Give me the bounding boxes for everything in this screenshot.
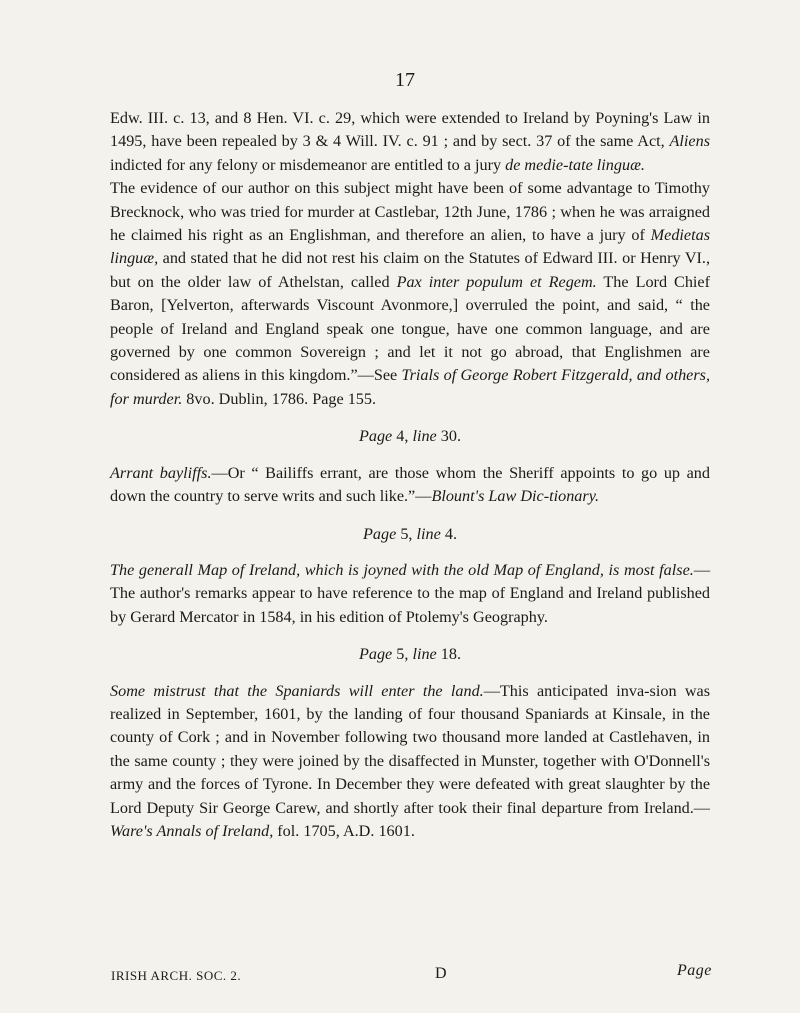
signature-mark: IRISH ARCH. SOC. 2.: [111, 968, 242, 983]
paragraph: [110, 462, 710, 509]
section-heading: [110, 523, 710, 546]
italic-run: line: [412, 427, 437, 446]
text-run: indicted for any felony or misdemeanor are entitled to a jury: [110, 155, 506, 174]
sheet-letter: D: [435, 965, 448, 982]
italic-run: Arrant bayliffs.: [110, 463, 212, 482]
text-run: 4.: [440, 524, 457, 543]
page-number: 17: [395, 69, 415, 91]
text-run: —Or “ Bailiffs errant, are those whom the Sheriff appoints to go up and down the country to serve writs and such like.”—: [110, 463, 710, 506]
text-run: —This anticipated inva-sion was realized in September, 1601, by the landing of four thousand Spaniards at Kinsale, in the county of Cork ; and in November following two thousand more landed at Castlehaven, in the same county ; they were joined by the disaffected in Munster, together with O'Donnell's army and the forces of Tyrone. In December they were defeated with great slaughter by the Lord Deputy Sir George Carew, and shortly after took their final departure from Ireland.—: [110, 681, 710, 817]
italic-run: Page: [358, 645, 393, 664]
italic-run: line: [416, 524, 441, 543]
italic-run: Pax inter populum et Regem.: [396, 272, 597, 291]
italic-run: Blount's Law Dic-tionary.: [431, 487, 600, 506]
italic-run: Page: [363, 524, 397, 543]
paragraph: [110, 680, 710, 844]
italic-run: The generall Map of Ireland, which is joyned with the old Map of England, is most false.: [110, 560, 694, 579]
text-run: The evidence of our author on this subject might have been of some advantage to Timothy Brecknock, who was tried for murder at Castlebar, 12th June, 1786 ; when he was arraigned he claimed his right as an Englishman, and therefore an alien, to have a jury of: [110, 179, 710, 245]
text-run: 4,: [392, 427, 413, 446]
italic-run: Ware's Annals of Ireland,: [110, 821, 274, 840]
italic-run: Page: [358, 427, 393, 446]
section-heading: [110, 425, 710, 448]
text-run: The Lord Chief Baron, [Yelverton, afterwards Viscount Avonmore,] overruled the point, and said, “ the people of Ireland and England speak one tongue, have one common language, and are governed by one common Sovereign ; and let it not go abroad, that Englishmen are considered as aliens in this kingdom.”—See: [110, 272, 711, 385]
section-heading: [110, 643, 710, 666]
italic-run: Aliens: [669, 132, 710, 151]
text-run: Edw. III. c. 13, and 8 Hen. VI. c. 29, which were extended to Ireland by Poyning's Law in 1495, have been repealed by 3 & 4 Will. IV. c. 91 ; and by sect. 37 of the same Act,: [110, 109, 710, 151]
text-run: 18.: [436, 645, 462, 664]
text-run: 5,: [392, 645, 413, 664]
paragraph: [110, 559, 710, 629]
text-run: and stated that he did not rest his claim on the Statutes of Edward III. or Henry VI., but on the older law of Athelstan, called: [110, 249, 710, 291]
italic-run: Medietas linguæ,: [110, 226, 710, 268]
text-run: 8vo. Dublin, 1786. Page 155.: [182, 389, 377, 408]
italic-run: Trials of George Robert Fitzgerald, and others, for murder.: [110, 366, 710, 408]
paragraph: [110, 107, 710, 177]
text-run: 30.: [436, 427, 462, 446]
paragraph: [110, 177, 710, 411]
body-text: [110, 107, 710, 843]
italic-run: line: [412, 645, 437, 664]
text-run: 5,: [396, 524, 417, 543]
catchword: Page: [677, 962, 712, 979]
text-run: —The author's remarks appear to have reference to the map of England and Ireland published by Gerard Mercator in 1584, in his edition of Ptolemy's Geography.: [110, 560, 710, 626]
italic-run: de medie-tate linguæ.: [505, 155, 645, 174]
italic-run: Some mistrust that the Spaniards will enter the land.: [110, 681, 484, 700]
text-run: fol. 1705, A.D. 1601.: [273, 821, 415, 840]
